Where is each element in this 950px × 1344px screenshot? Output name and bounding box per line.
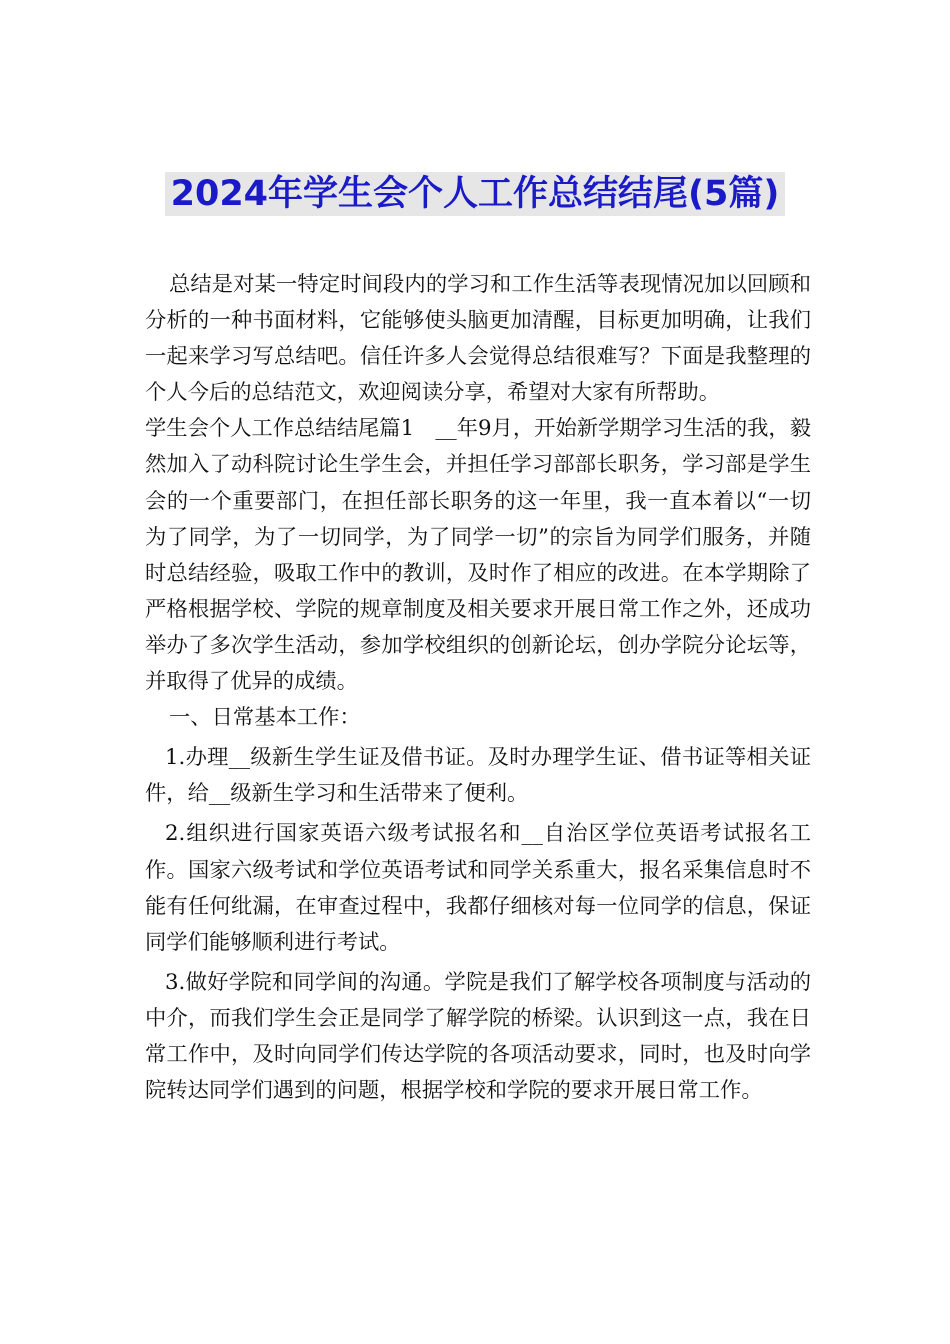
section-1-paragraph: 学生会个人工作总结结尾篇1 __年9月，开始新学期学习生活的我，毅然加入了动科院讨论生学生会，并担任学习部部长职务，学习部是学生会的一个重要部门，在担任部长职务的这一年里，我一直本着以“一切为了同学，为了一切同学，为了同学一切”的宗旨为同学们服务，并随时总结经验，吸取工作中的教训，及时作了相应的改进。在本学期除了严格根据学校、学院的规章制度及相关要求开展日常工作之外，还成功举办了多次学生活动，参加学校组织的创新论坛，创办学院分论坛等，并取得了优异的成绩。 xyxy=(145,416,812,695)
document-body xyxy=(145,267,811,1109)
list-item: 2.组织进行国家英语六级考试报名和__自治区学位英语考试报名工作。国家六级考试和学位英语考试和同学关系重大，报名采集信息时不能有任何纰漏，在审查过程中，我都仔细核对每一位同学的信息，保证同学们能够顺利进行考试。 xyxy=(145,821,811,955)
list-item: 3.做好学院和同学间的沟通。学院是我们了解学校各项制度与活动的中介，而我们学生会正是同学了解学院的桥梁。认识到这一点，我在日常工作中，及时向同学们传达学院的各项活动要求，同时，也及时向学院转达同学们遇到的问题，根据学校和学院的要求开展日常工作。 xyxy=(145,969,811,1104)
section-heading: 一、日常基本工作： xyxy=(169,705,361,731)
document-title: 2024年学生会个人工作总结结尾(5篇) xyxy=(165,172,786,216)
list-item: 1.办理__级新生学生证及借书证。及时办理学生证、借书证等相关证件，给__级新生学习和生活带来了便利。 xyxy=(145,745,811,807)
intro-paragraph: 总结是对某一特定时间段内的学习和工作生活等表现情况加以回顾和分析的一种书面材料，它能够使头脑更加清醒，目标更加明确，让我们一起来学习写总结吧。信任许多人会觉得总结很难写？下面是我整理的个人今后的总结范文，欢迎阅读分享，希望对大家有所帮助。 xyxy=(145,272,811,406)
title-container xyxy=(0,172,950,216)
